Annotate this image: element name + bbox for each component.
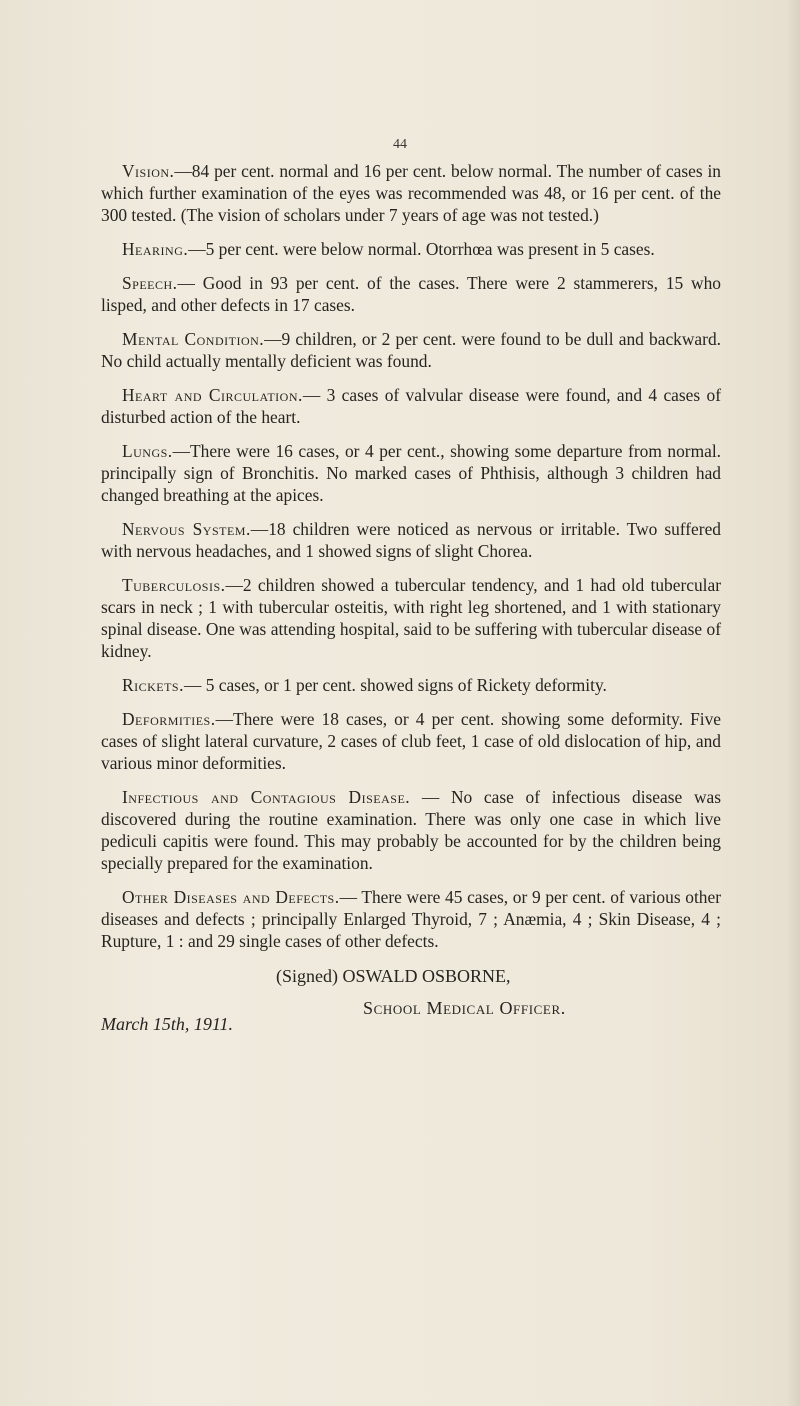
officer-title: School Medical Officer. (363, 998, 566, 1018)
section-heart-circulation (101, 384, 721, 428)
section-infectious-disease (101, 786, 721, 874)
section-heading: Nervous System. (122, 519, 251, 539)
section-heading: Infectious and Contagious Disease. (122, 787, 411, 807)
section-heading: Tuberculosis. (122, 575, 226, 595)
section-heading: Speech. (122, 273, 178, 293)
section-vision (101, 160, 721, 226)
section-text: —84 per cent. normal and 16 per cent. below normal. The number of cases in which further examination of the eyes was recommended was 48, or 16 per cent. of the 300 tested. (The vision of scholars under 7 years of age was not tested.) (101, 161, 721, 225)
page-number: 44 (393, 137, 407, 152)
section-other-diseases (101, 886, 721, 952)
report-date: March 15th, 1911. (101, 1014, 233, 1034)
section-text: —2 children showed a tubercular tendency, and 1 had old tubercular scars in neck ; 1 with tubercular osteitis, with right leg shortened, and 1 with stationary spinal disease. One was attending hospital, said to be suffering with tubercular disease of kidney. (101, 575, 721, 661)
section-text: — 5 cases, or 1 per cent. showed signs of Rickety deformity. (183, 675, 607, 695)
section-text: —There were 18 cases, or 4 per cent. showing some deformity. Five cases of slight lateral curvature, 2 cases of club feet, 1 case of old dislocation of hip, and various minor deformities. (101, 709, 721, 773)
section-heading: Vision. (122, 161, 175, 181)
section-mental-condition (101, 328, 721, 372)
section-heading: Hearing. (122, 239, 189, 259)
section-speech (101, 272, 721, 316)
signature-block (101, 964, 721, 1044)
section-text: —18 children were noticed as nervous or irritable. Two suffered with nervous headaches, and 1 showed signs of slight Chorea. (101, 519, 721, 561)
section-heading: Deformities. (122, 709, 216, 729)
section-tuberculosis (101, 574, 721, 662)
section-text: —9 children, or 2 per cent. were found to be dull and backward. No child actually mentally deficient was found. (101, 329, 721, 371)
section-text: —5 per cent. were below normal. Otorrhœa was present in 5 cases. (188, 239, 655, 259)
section-heading: Rickets. (122, 675, 184, 695)
section-heading: Mental Condition. (122, 329, 265, 349)
section-heading: Heart and Circulation. (122, 385, 303, 405)
section-nervous-system (101, 518, 721, 562)
section-lungs (101, 440, 721, 506)
section-rickets (101, 674, 721, 696)
report-body (101, 160, 721, 1044)
section-text: — Good in 93 per cent. of the cases. There were 2 stammerers, 15 who lisped, and other defects in 17 cases. (101, 273, 721, 315)
section-heading: Other Diseases and Defects. (122, 887, 340, 907)
section-text: — No case of infectious disease was discovered during the routine examination. There was only one case in which live pediculi capitis were found. This may probably be accounted for by the children being specially prepared for the examination. (101, 787, 721, 873)
signature-line: (Signed) OSWALD OSBORNE, (276, 966, 511, 986)
section-text: — There were 45 cases, or 9 per cent. of various other diseases and defects ; principally Enlarged Thyroid, 7 ; Anæmia, 4 ; Skin Disease, 4 ; Rupture, 1 : and 29 single cases of other defects. (101, 887, 721, 951)
page-edge-shadow (786, 0, 800, 1406)
section-hearing (101, 238, 721, 260)
section-text: —There were 16 cases, or 4 per cent., showing some departure from normal. principally sign of Bronchitis. No marked cases of Phthisis, although 3 children had changed breathing at the apices. (101, 441, 721, 505)
section-deformities (101, 708, 721, 774)
section-heading: Lungs. (122, 441, 173, 461)
section-text: — 3 cases of valvular disease were found, and 4 cases of disturbed action of the heart. (101, 385, 721, 427)
